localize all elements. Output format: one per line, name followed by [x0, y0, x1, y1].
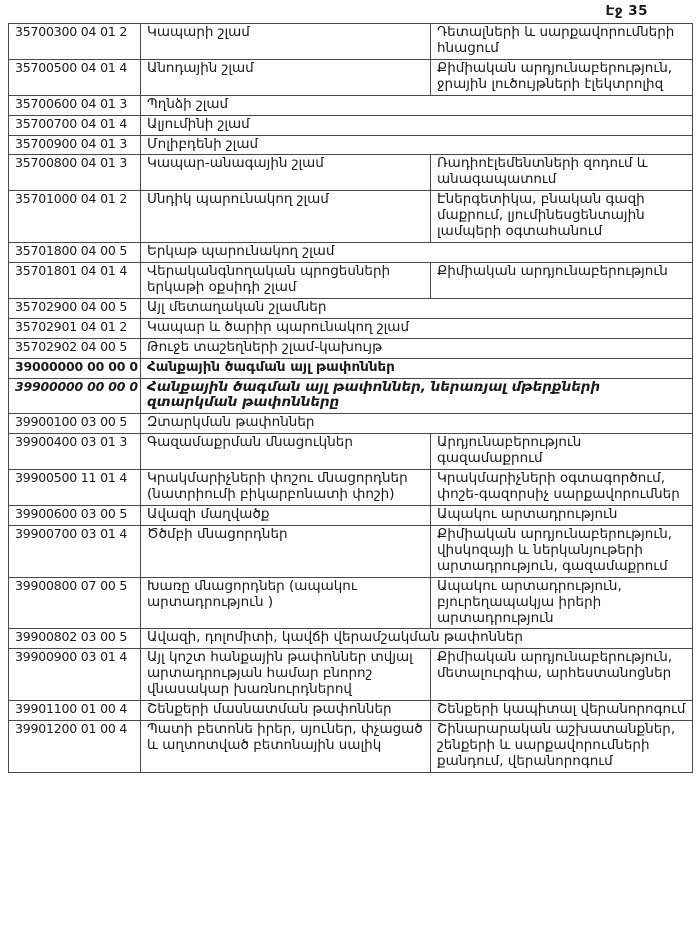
name-cell: Վերականգնողական պրոցեսների երկաթի օքսիդի շլամ [141, 262, 431, 298]
name-cell: Հանքային ծագման այլ թափոններ [141, 358, 693, 378]
code-cell: 35701800 04 00 5 [9, 243, 141, 263]
code-cell: 39900400 03 01 3 [9, 434, 141, 470]
name-cell: Այլ մետաղական շլամներ [141, 298, 693, 318]
waste-table-body [9, 24, 693, 773]
source-cell: Դետալների և սարքավորումների հնացում [431, 24, 693, 60]
name-cell: Պղնձի շլամ [141, 95, 693, 115]
name-cell: Զտարկման թափոններ [141, 414, 693, 434]
table-row [9, 59, 693, 95]
table-row [9, 135, 693, 155]
code-cell: 35702901 04 01 2 [9, 318, 141, 338]
code-cell: 39000000 00 00 0 [9, 358, 141, 378]
code-cell: 39900700 03 01 4 [9, 525, 141, 577]
code-cell: 39900900 03 01 4 [9, 649, 141, 701]
source-cell: Արդյունաբերություն գազամաքրում [431, 434, 693, 470]
table-row [9, 378, 693, 414]
source-cell: Շենքերի կապիտալ վերանորոգում [431, 701, 693, 721]
name-cell: Անոդային շլամ [141, 59, 431, 95]
name-cell: Կապար-անագային շլամ [141, 155, 431, 191]
table-row [9, 155, 693, 191]
name-cell: Կապար և ծարիր պարունակող շլամ [141, 318, 693, 338]
table-row [9, 298, 693, 318]
source-cell: Շինարարական աշխատանքներ, շենքերի և սարքավորումների քանդում, վերանորոգում [431, 721, 693, 773]
source-cell: Ապակու արտադրություն, բյուրեղապակյա իրերի արտադրություն [431, 577, 693, 629]
name-cell: Գազամաքրման մնացուկներ [141, 434, 431, 470]
code-cell: 39901100 01 00 4 [9, 701, 141, 721]
code-cell: 35700900 04 01 3 [9, 135, 141, 155]
code-cell: 35702902 04 00 5 [9, 338, 141, 358]
name-cell: Այլ կոշտ հանքային թափոններ տվյալ արտադրության համար բնորոշ վնասակար խառնուրդներով [141, 649, 431, 701]
page-header [0, 0, 700, 23]
table-row [9, 24, 693, 60]
source-cell: Քիմիական արդյունաբերություն [431, 262, 693, 298]
table-row [9, 191, 693, 243]
name-cell: Երկաթ պարունակող շլամ [141, 243, 693, 263]
code-cell: 35700700 04 01 4 [9, 115, 141, 135]
table-row [9, 577, 693, 629]
page-number-label: Էջ 35 [605, 3, 648, 19]
source-cell: Քիմիական արդյունաբերություն, ջրային լուծույթների էլեկտրոլիզ [431, 59, 693, 95]
name-cell: Ալյումինի շլամ [141, 115, 693, 135]
code-cell: 35700300 04 01 2 [9, 24, 141, 60]
table-row [9, 505, 693, 525]
table-row [9, 358, 693, 378]
name-cell: Ավազի, դոլոմիտի, կավճի վերամշակման թափոններ [141, 629, 693, 649]
name-cell: Մոլիբդենի շլամ [141, 135, 693, 155]
code-cell: 39900802 03 00 5 [9, 629, 141, 649]
code-cell: 35701801 04 01 4 [9, 262, 141, 298]
code-cell: 35700600 04 01 3 [9, 95, 141, 115]
table-row [9, 629, 693, 649]
source-cell: Էներգետիկա, բնական գազի մաքրում, լյումինեսցենտային լամպերի օգտահանում [431, 191, 693, 243]
table-row [9, 434, 693, 470]
name-cell: Հանքային ծագման այլ թափոններ, ներառյալ մթերքների զտարկման թափոնները [141, 378, 693, 414]
name-cell: Սնդիկ պարունակող շլամ [141, 191, 431, 243]
code-cell: 35702900 04 00 5 [9, 298, 141, 318]
table-row [9, 338, 693, 358]
table-row [9, 649, 693, 701]
table-row [9, 414, 693, 434]
table-row [9, 701, 693, 721]
table-row [9, 115, 693, 135]
code-cell: 39900000 00 00 0 [9, 378, 141, 414]
table-row [9, 721, 693, 773]
code-cell: 39900100 03 00 5 [9, 414, 141, 434]
name-cell: Խառը մնացորդներ (ապակու արտադրություն ) [141, 577, 431, 629]
table-row [9, 470, 693, 506]
table-row [9, 243, 693, 263]
name-cell: Ավազի մաղվածք [141, 505, 431, 525]
table-row [9, 95, 693, 115]
source-cell: Կրակմարիչների օգտագործում, փոշե-գազորսիչ սարքավորումներ [431, 470, 693, 506]
source-cell: Ռադիոէլեմենտների զոդում և անագապատում [431, 155, 693, 191]
table-row [9, 525, 693, 577]
code-cell: 39900600 03 00 5 [9, 505, 141, 525]
code-cell: 35700500 04 01 4 [9, 59, 141, 95]
name-cell: Շենքերի մասնատման թափոններ [141, 701, 431, 721]
code-cell: 39900800 07 00 5 [9, 577, 141, 629]
waste-classification-table [8, 23, 693, 773]
code-cell: 39901200 01 00 4 [9, 721, 141, 773]
name-cell: Ծծմբի մնացորդներ [141, 525, 431, 577]
source-cell: Ապակու արտադրություն [431, 505, 693, 525]
name-cell: Կապարի շլամ [141, 24, 431, 60]
code-cell: 35700800 04 01 3 [9, 155, 141, 191]
name-cell: Թուջե տաշեղների շլամ-կախույթ [141, 338, 693, 358]
code-cell: 35701000 04 01 2 [9, 191, 141, 243]
code-cell: 39900500 11 01 4 [9, 470, 141, 506]
table-row [9, 318, 693, 338]
source-cell: Քիմիական արդյունաբերություն, վիսկոզայի և ներկանյութերի արտադրություն, գազամաքրում [431, 525, 693, 577]
name-cell: Կրակմարիչների փոշու մնացորդներ (նատրիումի բիկարբոնատի փոշի) [141, 470, 431, 506]
source-cell: Քիմիական արդյունաբերություն, մետալուրգիա, արհեստանոցներ [431, 649, 693, 701]
name-cell: Պատի բետոնե իրեր, սյուներ, փչացած և աղտոտված բետոնային սալիկ [141, 721, 431, 773]
table-row [9, 262, 693, 298]
